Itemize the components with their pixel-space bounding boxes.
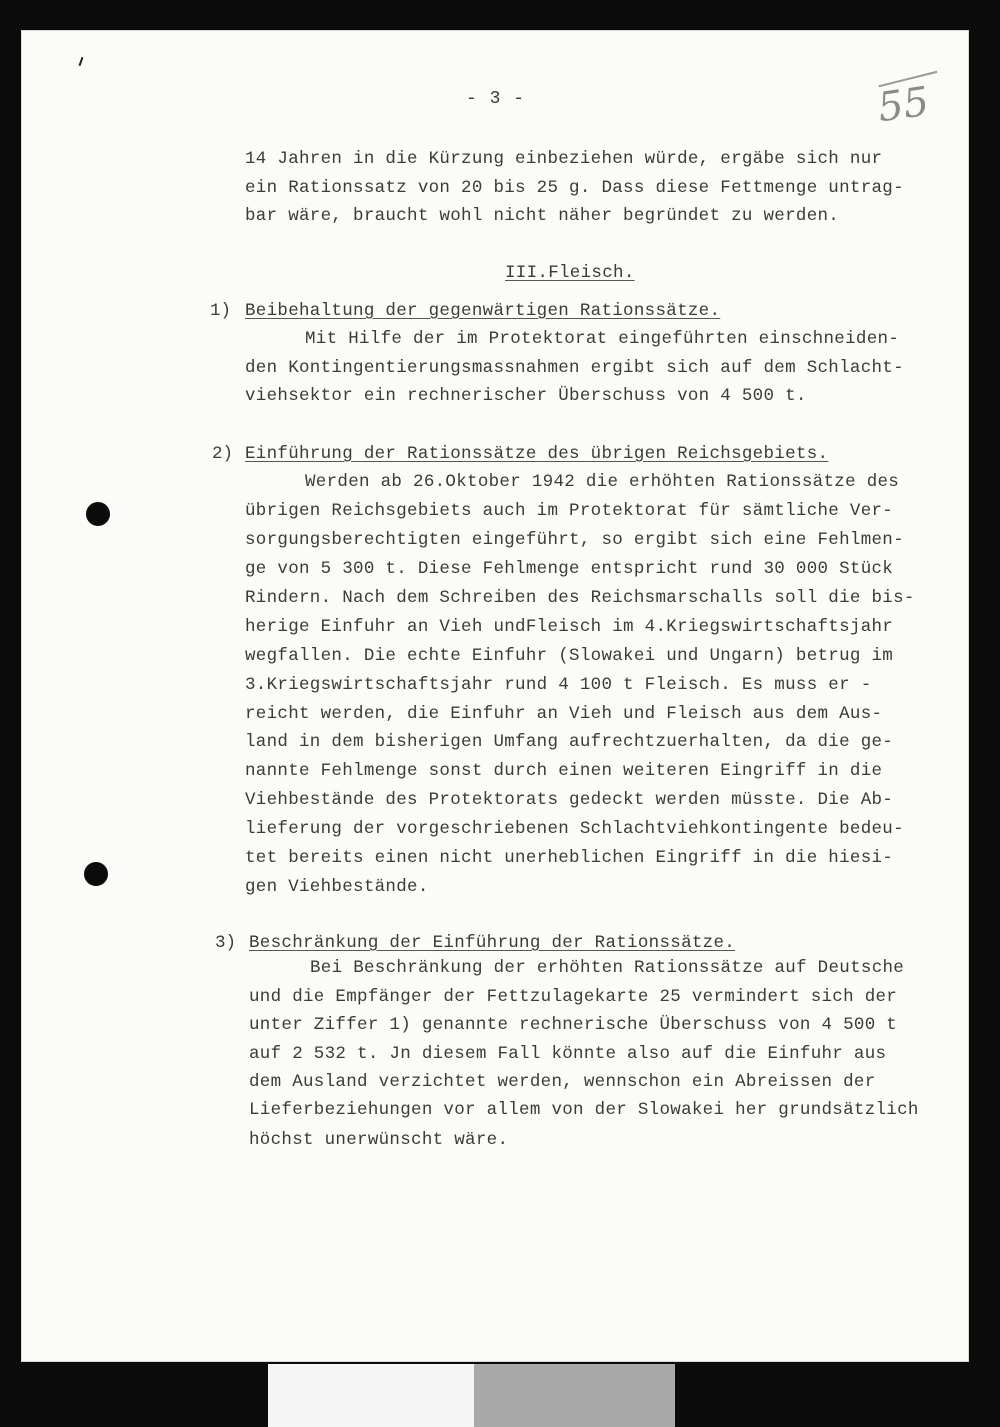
punch-hole-top xyxy=(86,502,110,526)
item-line: übrigen Reichsgebiets auch im Protektorat für sämtliche Ver- xyxy=(245,501,894,521)
punch-hole-bottom xyxy=(84,862,108,886)
intro-line: ein Rationssatz von 20 bis 25 g. Dass diese Fettmenge untrag- xyxy=(245,178,904,198)
item-number: 3) xyxy=(215,933,237,953)
item-line: herige Einfuhr an Vieh undFleisch im 4.Kriegswirtschaftsjahr xyxy=(245,617,894,637)
item-line: Mit Hilfe der im Protektorat eingeführten einschneiden- xyxy=(305,329,900,349)
item-line: höchst unerwünscht wäre. xyxy=(249,1130,509,1150)
item-line: auf 2 532 t. Jn diesem Fall könnte also auf die Einfuhr aus xyxy=(249,1044,887,1064)
item-title: Einführung der Rationssätze des übrigen Reichsgebiets. xyxy=(245,444,829,464)
item-line: Rindern. Nach dem Schreiben des Reichsmarschalls soll die bis- xyxy=(245,588,915,608)
item-number: 2) xyxy=(212,444,234,464)
item-line: den Kontingentierungsmassnahmen ergibt sich auf dem Schlacht- xyxy=(245,358,904,378)
section-heading: III.Fleisch. xyxy=(505,263,635,283)
item-line: nannte Fehlmenge sonst durch einen weiteren Eingriff in die xyxy=(245,761,883,781)
item-line: reicht werden, die Einfuhr an Vieh und Fleisch aus dem Aus- xyxy=(245,704,883,724)
item-line: wegfallen. Die echte Einfuhr (Slowakei und Ungarn) betrug im xyxy=(245,646,894,666)
item-line: Bei Beschränkung der erhöhten Rationssätze auf Deutsche xyxy=(310,958,905,978)
scan-calibration-gray xyxy=(474,1364,675,1427)
item-line: gen Viehbestände. xyxy=(245,877,429,897)
item-line: land in dem bisherigen Umfang aufrechtzuerhalten, da die ge- xyxy=(245,732,894,752)
item-line: lieferung der vorgeschriebenen Schlachtviehkontingente bedeu- xyxy=(245,819,904,839)
item-line: dem Ausland verzichtet werden, wennschon ein Abreissen der xyxy=(249,1072,876,1092)
page-number: - 3 - xyxy=(466,89,526,109)
intro-line: bar wäre, braucht wohl nicht näher begründet zu werden. xyxy=(245,206,840,226)
scan-calibration-white xyxy=(268,1364,474,1427)
item-line: Werden ab 26.Oktober 1942 die erhöhten Rationssätze des xyxy=(305,472,900,492)
intro-line: 14 Jahren in die Kürzung einbeziehen würde, ergäbe sich nur xyxy=(245,149,883,169)
item-line: und die Empfänger der Fettzulagekarte 25 vermindert sich der xyxy=(249,987,898,1007)
item-line: sorgungsberechtigten eingeführt, so ergibt sich eine Fehlmen- xyxy=(245,530,904,550)
document-page xyxy=(22,31,968,1361)
item-line: unter Ziffer 1) genannte rechnerische Überschuss von 4 500 t xyxy=(249,1015,898,1035)
item-title: Beschränkung der Einführung der Rationssätze. xyxy=(249,933,736,953)
handwritten-folio-number: 55 xyxy=(875,78,932,132)
item-line: viehsektor ein rechnerischer Überschuss von 4 500 t. xyxy=(245,386,807,406)
item-number: 1) xyxy=(210,301,232,321)
item-line: Lieferbeziehungen vor allem von der Slowakei her grundsätzlich xyxy=(249,1100,919,1120)
item-line: 3.Kriegswirtschaftsjahr rund 4 100 t Fleisch. Es muss er - xyxy=(245,675,872,695)
item-line: Viehbestände des Protektorats gedeckt werden müsste. Die Ab- xyxy=(245,790,894,810)
item-title: Beibehaltung der gegenwärtigen Rationssätze. xyxy=(245,301,721,321)
item-line: ge von 5 300 t. Diese Fehlmenge entspricht rund 30 000 Stück xyxy=(245,559,894,579)
item-line: tet bereits einen nicht unerheblichen Eingriff in die hiesi- xyxy=(245,848,894,868)
